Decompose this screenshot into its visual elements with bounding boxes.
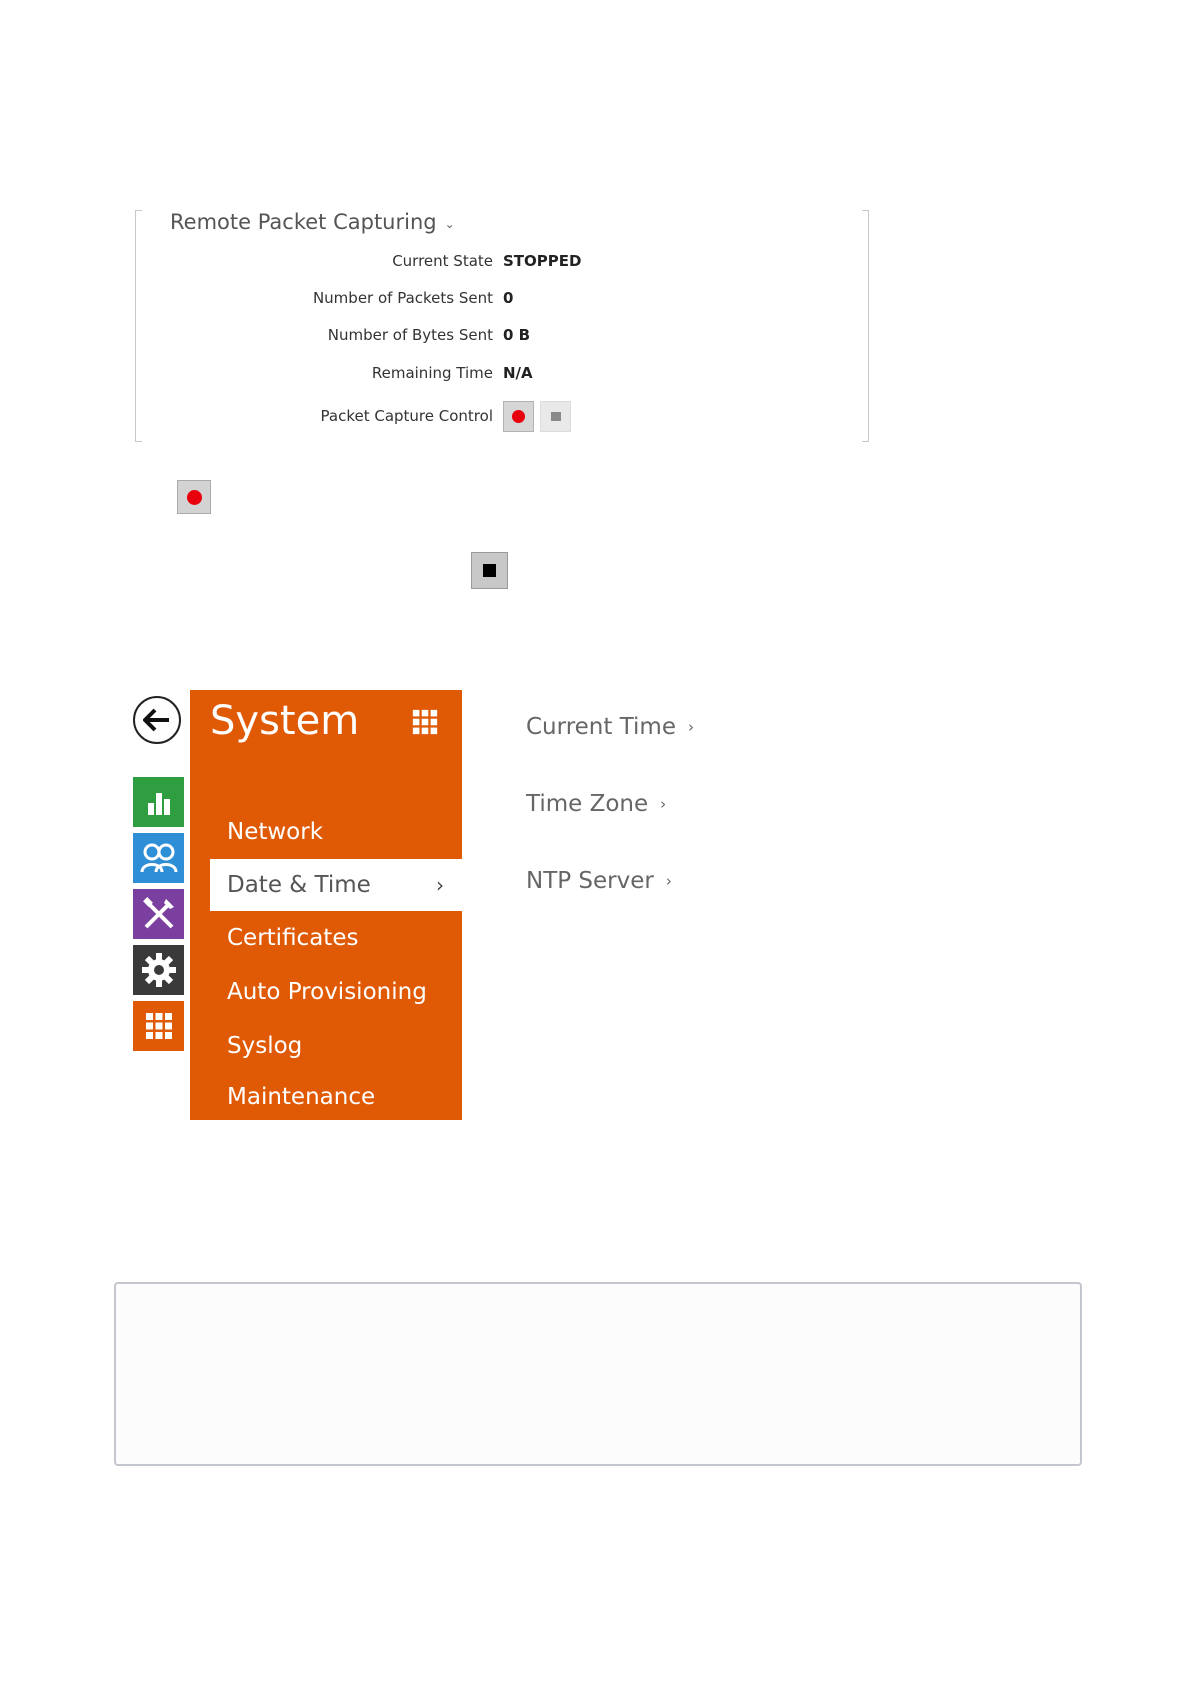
stop-button-illustration[interactable] [471, 552, 508, 589]
menu-item-label: Certificates [227, 925, 359, 951]
packets-sent-row [135, 286, 835, 310]
note-box [114, 1282, 1082, 1466]
menu-item-label: Auto Provisioning [227, 979, 427, 1005]
gear-glyph [140, 951, 178, 989]
chevron-right-icon: › [687, 718, 694, 736]
menu-item-label: Date & Time [227, 872, 371, 898]
current-state-value: STOPPED [503, 252, 582, 270]
users-glyph [140, 842, 178, 874]
system-menu-panel [190, 690, 462, 1120]
bytes-sent-label: Number of Bytes Sent [327, 326, 493, 344]
current-state-row [135, 249, 835, 273]
stop-icon [483, 564, 496, 577]
bytes-sent-value: 0 B [503, 326, 531, 344]
remaining-time-label: Remaining Time [371, 364, 493, 382]
hardware-tools-icon[interactable] [133, 889, 184, 939]
menu-title: System [210, 698, 360, 744]
menu-item-date-time[interactable] [210, 859, 462, 911]
packets-sent-label: Number of Packets Sent [312, 289, 493, 307]
capture-control-row [135, 399, 835, 433]
bytes-sent-row [135, 323, 835, 347]
back-button[interactable] [133, 696, 181, 744]
packet-capture-panel [135, 210, 869, 440]
grid-glyph [411, 708, 439, 736]
packet-capture-title[interactable] [170, 210, 455, 234]
submenu-label: Current Time [526, 714, 676, 740]
menu-item-certificates[interactable] [210, 912, 462, 964]
chevron-right-icon: › [665, 872, 672, 890]
record-icon [512, 410, 525, 423]
stop-capture-button[interactable] [540, 401, 571, 432]
submenu-label: Time Zone [526, 791, 649, 817]
submenu-current-time[interactable] [526, 714, 694, 740]
stop-icon [551, 412, 561, 421]
menu-item-syslog[interactable] [210, 1020, 462, 1072]
grid-icon[interactable] [411, 708, 439, 740]
menu-item-maintenance[interactable] [210, 1074, 462, 1120]
chevron-right-icon: › [660, 795, 667, 813]
arrow-left-icon [143, 708, 171, 732]
submenu-ntp-server[interactable] [526, 868, 672, 894]
current-state-label: Current State [392, 252, 493, 270]
chevron-down-icon: ⌄ [444, 217, 455, 231]
panel-bracket-right [862, 210, 869, 442]
menu-item-network[interactable] [210, 806, 462, 858]
packets-sent-value: 0 [503, 289, 514, 307]
menu-item-label: Maintenance [227, 1084, 376, 1110]
start-capture-button[interactable] [503, 401, 534, 432]
submenu-time-zone[interactable] [526, 791, 666, 817]
bar-chart-glyph [144, 787, 174, 817]
system-grid-icon[interactable] [133, 1001, 184, 1051]
grid-glyph [144, 1011, 174, 1041]
submenu-label: NTP Server [526, 868, 654, 894]
status-chart-icon[interactable] [133, 777, 184, 827]
services-gear-icon[interactable] [133, 945, 184, 995]
menu-item-label: Network [227, 819, 324, 845]
directory-users-icon[interactable] [133, 833, 184, 883]
capture-control-label: Packet Capture Control [320, 407, 493, 425]
remaining-time-row [135, 361, 835, 385]
menu-item-label: Syslog [227, 1033, 303, 1059]
menu-item-auto-provisioning[interactable] [210, 966, 462, 1018]
tools-glyph [140, 895, 178, 933]
packet-capture-title-text: Remote Packet Capturing [170, 210, 437, 234]
record-button-illustration[interactable] [177, 480, 211, 514]
remaining-time-value: N/A [503, 364, 533, 382]
chevron-right-icon: › [436, 873, 444, 897]
record-icon [187, 490, 202, 505]
